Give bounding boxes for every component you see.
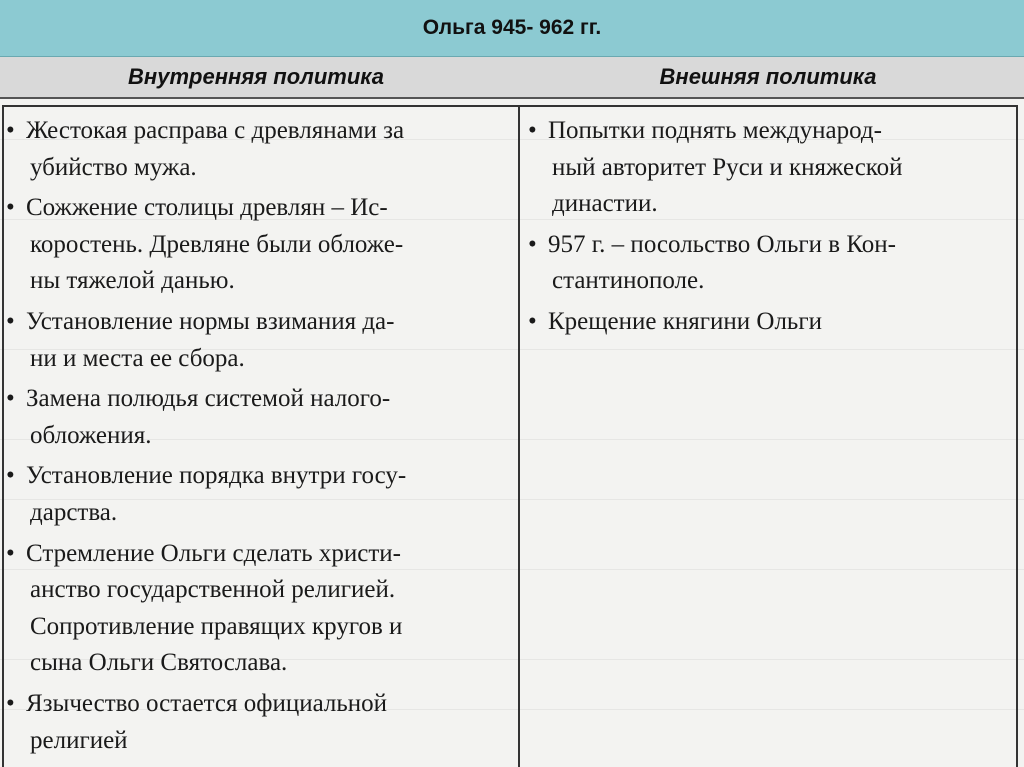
- internal-policy-item-line: ни и места ее сбора.: [30, 344, 245, 372]
- internal-policy-item: [6, 190, 511, 300]
- bullet-icon: •: [6, 117, 15, 144]
- internal-policy-item-line: Установление порядка внутри госу-: [26, 462, 407, 490]
- bullet-icon: •: [6, 539, 15, 567]
- scanned-table: [0, 99, 1024, 767]
- bullet-icon: •: [528, 307, 537, 335]
- internal-policy-item-line: Язычество остается официальной: [26, 689, 388, 717]
- internal-policy-item-line: анство государственной религией.: [30, 576, 396, 604]
- internal-policy-item-line: Сожжение столицы древлян – Ис-: [26, 194, 388, 222]
- external-policy-item-line: 957 г. – посольство Ольги в Кон-: [548, 230, 896, 258]
- internal-policy-item: [6, 113, 511, 186]
- external-policy-item: [528, 304, 1008, 341]
- slide-title-bar: [0, 0, 1024, 57]
- internal-policy-item: [6, 381, 511, 454]
- bullet-icon: •: [6, 462, 15, 490]
- internal-policy-item-line: ны тяжелой данью.: [30, 267, 235, 295]
- internal-policy-item-line: обложения.: [30, 421, 152, 449]
- internal-policy-item: [6, 686, 511, 759]
- table-header-row: [0, 57, 1024, 99]
- internal-policy-item-line: Жестокая расправа с древлянами за: [26, 117, 405, 144]
- bullet-icon: •: [6, 194, 15, 222]
- external-policy-column: [528, 113, 1008, 345]
- internal-policy-item: [6, 536, 511, 682]
- internal-policy-item-line: сына Ольги Святослава.: [30, 649, 288, 677]
- bullet-icon: •: [528, 230, 537, 258]
- external-policy-item-line: Попытки поднять международ-: [548, 117, 882, 144]
- internal-policy-item: [6, 304, 511, 377]
- internal-policy-item-line: коростень. Древляне были обложе-: [30, 230, 404, 258]
- internal-policy-item-line: убийство мужа.: [30, 153, 197, 181]
- bullet-icon: •: [528, 117, 537, 144]
- internal-policy-item-line: Сопротивление правящих кругов и: [30, 612, 403, 640]
- bullet-icon: •: [6, 385, 15, 413]
- header-internal-policy: Внутренняя политика: [128, 64, 384, 89]
- internal-policy-item-line: дарства.: [30, 498, 118, 526]
- internal-policy-item-line: Установление нормы взимания да-: [26, 307, 395, 335]
- internal-policy-item-line: Замена полюдья системой налого-: [26, 385, 391, 413]
- header-external-policy: Внешняя политика: [659, 64, 877, 89]
- slide-title: Ольга 945- 962 гг.: [422, 16, 602, 39]
- external-policy-item-line: стантинополе.: [552, 267, 705, 295]
- internal-policy-item-line: религией: [30, 726, 128, 754]
- bullet-icon: •: [6, 307, 15, 335]
- internal-policy-item-line: Стремление Ольги сделать христи-: [26, 539, 401, 567]
- external-policy-item-line: Крещение княгини Ольги: [548, 307, 822, 335]
- external-policy-item-line: династии.: [552, 190, 658, 218]
- external-policy-item: [528, 113, 1008, 223]
- column-divider: [518, 105, 520, 767]
- internal-policy-column: [6, 113, 511, 763]
- bullet-icon: •: [6, 689, 15, 717]
- internal-policy-item: [6, 458, 511, 531]
- external-policy-item-line: ный авторитет Руси и княжеской: [552, 153, 903, 181]
- external-policy-item: [528, 227, 1008, 300]
